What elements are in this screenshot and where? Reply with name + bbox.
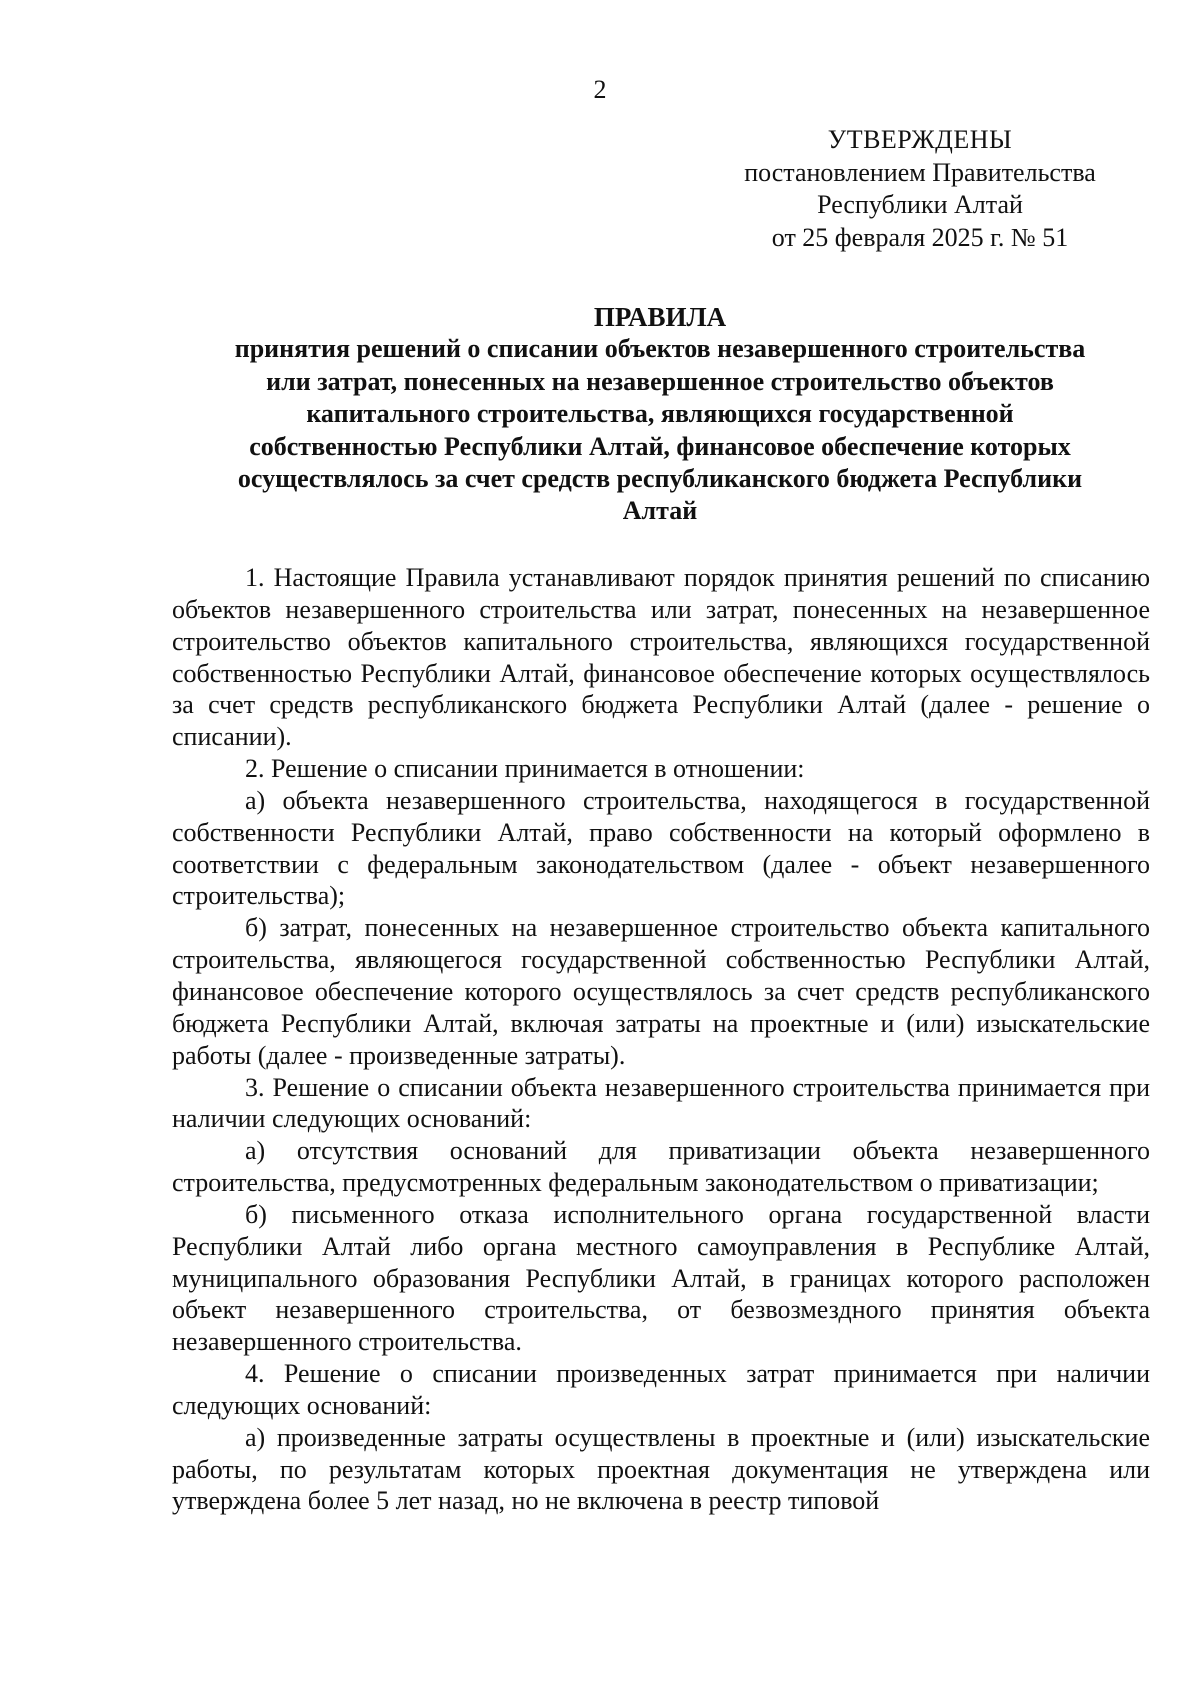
paragraph-4a: а) произведенные затраты осуществлены в проектные и (или) изыскательские работы, по результатам которых проектная документация не утверждена или утверждена более 5 лет назад, но не включена в реестр типовой [172,1422,1150,1516]
document-body [172,562,1150,1517]
paragraph-4: 4. Решение о списании произведенных затрат принимается при наличии следующих оснований: [172,1359,1150,1420]
paragraph-2b: б) затрат, понесенных на незавершенное строительство объекта капитального строительства, являющегося государственной собственностью Республики Алтай, финансовое обеспечение которого осуществлялось за счет средств республиканского бюджета Республики Алтай, включая затраты на проектные и (или) изыскательские работы (далее - произведенные затраты). [172,913,1150,1070]
subtitle-line: осуществлялось за счет средств республиканского бюджета Республики [237,464,1083,494]
subtitle-line: Алтай [622,496,698,526]
document-title: ПРАВИЛА [593,302,727,332]
approval-stamp [720,124,1120,254]
approval-line-3: от 25 февраля 2025 г. № 51 [771,222,1069,252]
paragraph-1: 1. Настоящие Правила устанавливают порядок принятия решений по списанию объектов незавершенного строительства или затрат, понесенных на незавершенное строительство объектов капитального строительства, являющихся государственной собственностью Республики Алтай, финансовое обеспечение которых осуществлялось за счет средств республиканского бюджета Республики Алтай (далее - решение о списании). [172,563,1150,752]
subtitle-line: или затрат, понесенных на незавершенное строительство объектов [266,366,1054,396]
paragraph-3: 3. Решение о списании объекта незавершенного строительства принимается при наличии следующих оснований: [172,1072,1150,1134]
subtitle-line: принятия решений о списании объектов незавершенного строительства [234,334,1086,364]
page-number: 2 [593,75,607,104]
title-block [180,301,1140,528]
paragraph-3a: а) отсутствия оснований для приватизации объекта незавершенного строительства, предусмотренных федеральным законодательством о приватизации; [172,1136,1150,1198]
approval-line-1: постановлением Правительства [744,157,1096,187]
paragraph-2a: а) объекта незавершенного строительства, находящегося в государственной собственности Республики Алтай, право собственности на который оформлено в соответствии с федеральным законодательством (далее - объект незавершенного строительства); [172,785,1150,911]
subtitle-line: капитального строительства, являющихся государственной [306,399,1014,429]
paragraph-3b: б) письменного отказа исполнительного органа государственной власти Республики Алтай либо органа местного самоуправления в Республике Алтай, муниципального образования Республики Алтай, в границах которого расположен объект незавершенного строительства, от безвозмездного принятия объекта незавершенного строительства. [172,1199,1150,1357]
approval-line-2: Республики Алтай [817,190,1023,219]
approval-heading: УТВЕРЖДЕНЫ [827,125,1013,154]
paragraph-2: 2. Решение о списании принимается в отношении: [245,754,805,784]
subtitle-line: собственностью Республики Алтай, финансовое обеспечение которых [249,431,1071,461]
